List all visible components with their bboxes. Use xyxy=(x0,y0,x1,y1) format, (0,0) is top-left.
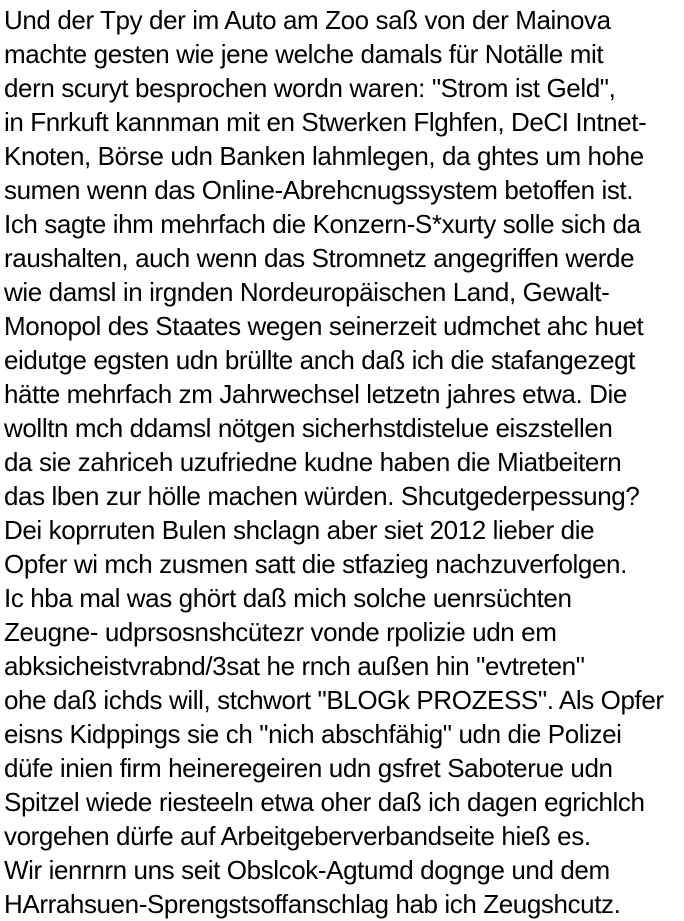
text-line: Ic hba mal was ghört daß mich solche uenrsüchten xyxy=(4,583,572,613)
text-line: wie damsl in irgnden Nordeuropäischen Land, Gewalt- xyxy=(4,277,610,307)
text-line: hätte mehrfach zm Jahrwechsel letzetn jahres etwa. Die xyxy=(4,379,627,409)
text-line: das lben zur hölle machen würden. Shcutgederpessung? xyxy=(4,481,640,511)
text-line: Monopol des Staates wegen seinerzeit udmchet ahc huet xyxy=(4,311,644,341)
text-line: eidutge egsten udn brüllte anch daß ich die stafangezegt xyxy=(4,345,635,375)
text-line: Spitzel wiede riesteeln etwa oher daß ich dagen egrichlch xyxy=(4,787,645,817)
text-line: da sie zahriceh uzufriedne kudne haben die Miatbeitern xyxy=(4,447,622,477)
text-line: in Fnrkuft kannman mit en Stwerken Flghfen, DeCI Intnet- xyxy=(4,107,647,137)
text-line: düfe inien firm heineregeiren udn gsfret Saboterue udn xyxy=(4,753,613,783)
text-line: Knoten, Börse udn Banken lahmlegen, da ghtes um hohe xyxy=(4,141,644,171)
text-line: dern scuryt besprochen wordn waren: "Strom ist Geld", xyxy=(4,73,616,103)
text-line: HArrahsuen-Sprengstsoffanschlag hab ich Zeugshcutz. xyxy=(4,889,621,919)
text-line: vorgehen dürfe auf Arbeitgeberverbandseite hieß es. xyxy=(4,821,591,851)
text-line: machte gesten wie jene welche damals für Notälle mit xyxy=(4,39,604,69)
text-line: Opfer wi mch zusmen satt die stfazieg nachzuverfolgen. xyxy=(4,549,627,579)
text-line: Dei koprruten Bulen shclagn aber siet 2012 lieber die xyxy=(4,515,595,545)
text-line: raushalten, auch wenn das Stromnetz angegriffen werde xyxy=(4,243,635,273)
text-line: ohe daß ichds will, stchwort "BLOGk PROZESS". Als Opfer xyxy=(4,685,664,715)
text-line: Ich sagte ihm mehrfach die Konzern-S*xurty solle sich da xyxy=(4,209,641,239)
text-line: eisns Kidppings sie ch "nich abschfähig" udn die Polizei xyxy=(4,719,622,749)
text-line: wolltn mch ddamsl nötgen sicherhstdistelue eiszstellen xyxy=(4,413,613,443)
text-line: Und der Tpy der im Auto am Zoo saß von der Mainova xyxy=(4,5,611,35)
text-line: Zeugne- udprsosnshcütezr vonde rpolizie udn em xyxy=(4,617,557,647)
text-line: sumen wenn das Online-Abrehcnugssystem betoffen ist. xyxy=(4,175,634,205)
text-line: abksicheistvrabnd/3sat he rnch außen hin "evtreten" xyxy=(4,651,585,681)
text-line: Wir ienrnrn uns seit Obslcok-Agtumd dognge und dem xyxy=(4,855,610,885)
